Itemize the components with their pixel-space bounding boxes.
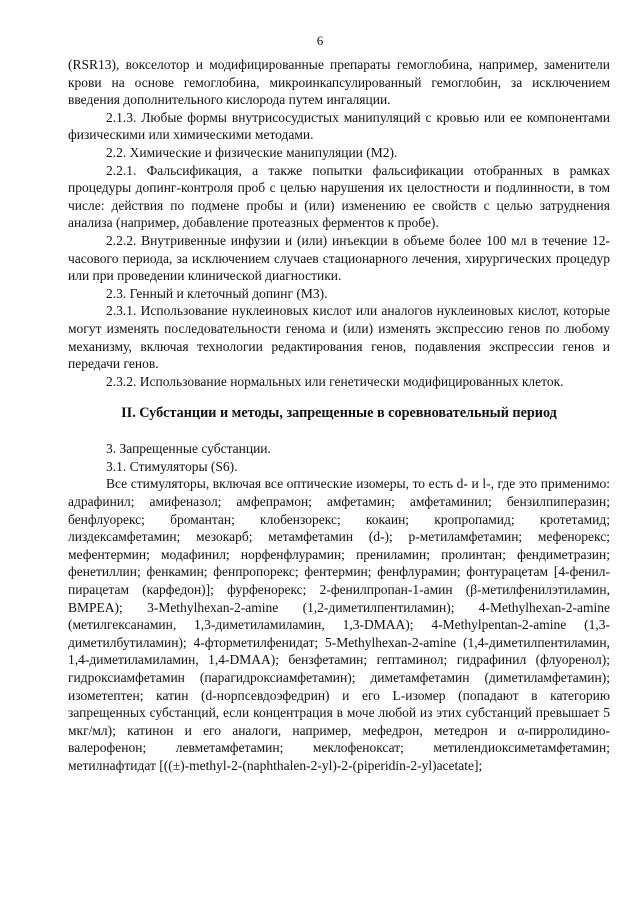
paragraph-2-2-1: 2.2.1. Фальсификация, а также попытки фальсификации отобранных в рамках процедуры допинг-контроля проб с целью нарушения их целостности и подлинности, в том числе: действия по подмене пробы и (или) изменению ее свойств с целью затруднения анализа (например, добавление протеазных ферментов к пробе). — [68, 162, 610, 231]
paragraph-2-2-2: 2.2.2. Внутривенные инфузии и (или) инъекции в объеме более 100 мл в течение 12-часового периода, за исключением случаев стационарного лечения, хирургических процедур или при проведении клинической диагностики. — [68, 232, 610, 284]
paragraph-continuation: (RSR13), вокселотор и модифицированные препараты гемоглобина, например, заменители крови на основе гемоглобина, микроинкапсулированный гемоглобин, за исключением введения дополнительного кислорода путем ингаляции. — [68, 57, 610, 108]
paragraph-2-3: 2.3. Генный и клеточный допинг (М3). — [106, 285, 328, 301]
paragraph-3-1: 3.1. Стимуляторы (S6). — [106, 458, 238, 474]
section-heading: II. Субстанции и методы, запрещенные в соревновательный период — [121, 405, 557, 422]
page-content — [68, 56, 610, 775]
paragraph-3: 3. Запрещенные субстанции. — [106, 441, 271, 457]
page-number: 6 — [316, 33, 324, 48]
paragraph-stimulants-list: Все стимуляторы, включая все оптические изомеры, то есть d- и l-, где это применимо: адрафинил; амифеназол; амфепрамон; амфетамин; амфетаминил; бензилпиперазин; бенфлуорекс; бромантан; клобензорекс; кокаин; кропропамид; кротетамид; лиздексамфетамин; мезокарб; метамфетамин (d-); p-метиламфетамин; мефенорекс; мефентермин; модафинил; норфенфлурамин; прениламин; пролинтан; фендиметразин; фенетиллин; фенкамин; фенпропорекс; фентермин; фенфлурамин; фонтурацетам [4-фенил-пирацетам (карфедон)]; фурфенорекс; 2-фенилпропан-1-амин (β-метилфенилэтиламин, BMPEA); 3-Methylhexan-2-amine (1,2-диметилпентиламин); 4-Methylhexan-2-amine (метилгексанамин, 1,3-диметиламиламин, 1,3-DMAA); 4-Methylpentan-2-amine (1,3-диметилбутиламин); 4-фторметилфенидат; 5-Methylhexan-2-amine (1,4-диметилпентиламин, 1,4-диметиламиламин, 1,4-DMAA); бензфетамин; гептаминол; гидрафинил (флуоренол); гидроксиамфетамин (парагидроксиамфетамин); диметамфетамин (диметиламфетамин); изометептен; катин (d-норпсевдоэфедрин) и его L-изомер (попадают в категорию запрещенных субстанций, если концентрация в моче любой из этих субстанций превышает 5 мкг/мл); катинон и его аналоги, например, мефедрон, метедрон и α-пирролидино-валерофенон; левметамфетамин; меклофеноксат; метилендиоксиметамфетамин; метилнафтидат [((±)-methyl-2-(naphthalen-2-yl)-2-(piperidin-2-yl)acetate]; — [68, 476, 610, 773]
paragraph-2-3-1: 2.3.1. Использование нуклеиновых кислот или аналогов нуклеиновых кислот, которые могут изменять последовательности генома и (или) изменять экспрессию генов по любому механизму, включая технологии редактирования генов, подавления экспрессии генов и передачи генов. — [68, 303, 610, 372]
paragraph-2-2: 2.2. Химические и физические манипуляции (М2). — [106, 144, 398, 160]
paragraph-2-3-2: 2.3.2. Использование нормальных или генетически модифицированных клеток. — [106, 373, 564, 389]
paragraph-2-1-3: 2.1.3. Любые формы внутрисосудистых манипуляций с кровью или ее компонентами физическими или химическими методами. — [68, 109, 610, 143]
